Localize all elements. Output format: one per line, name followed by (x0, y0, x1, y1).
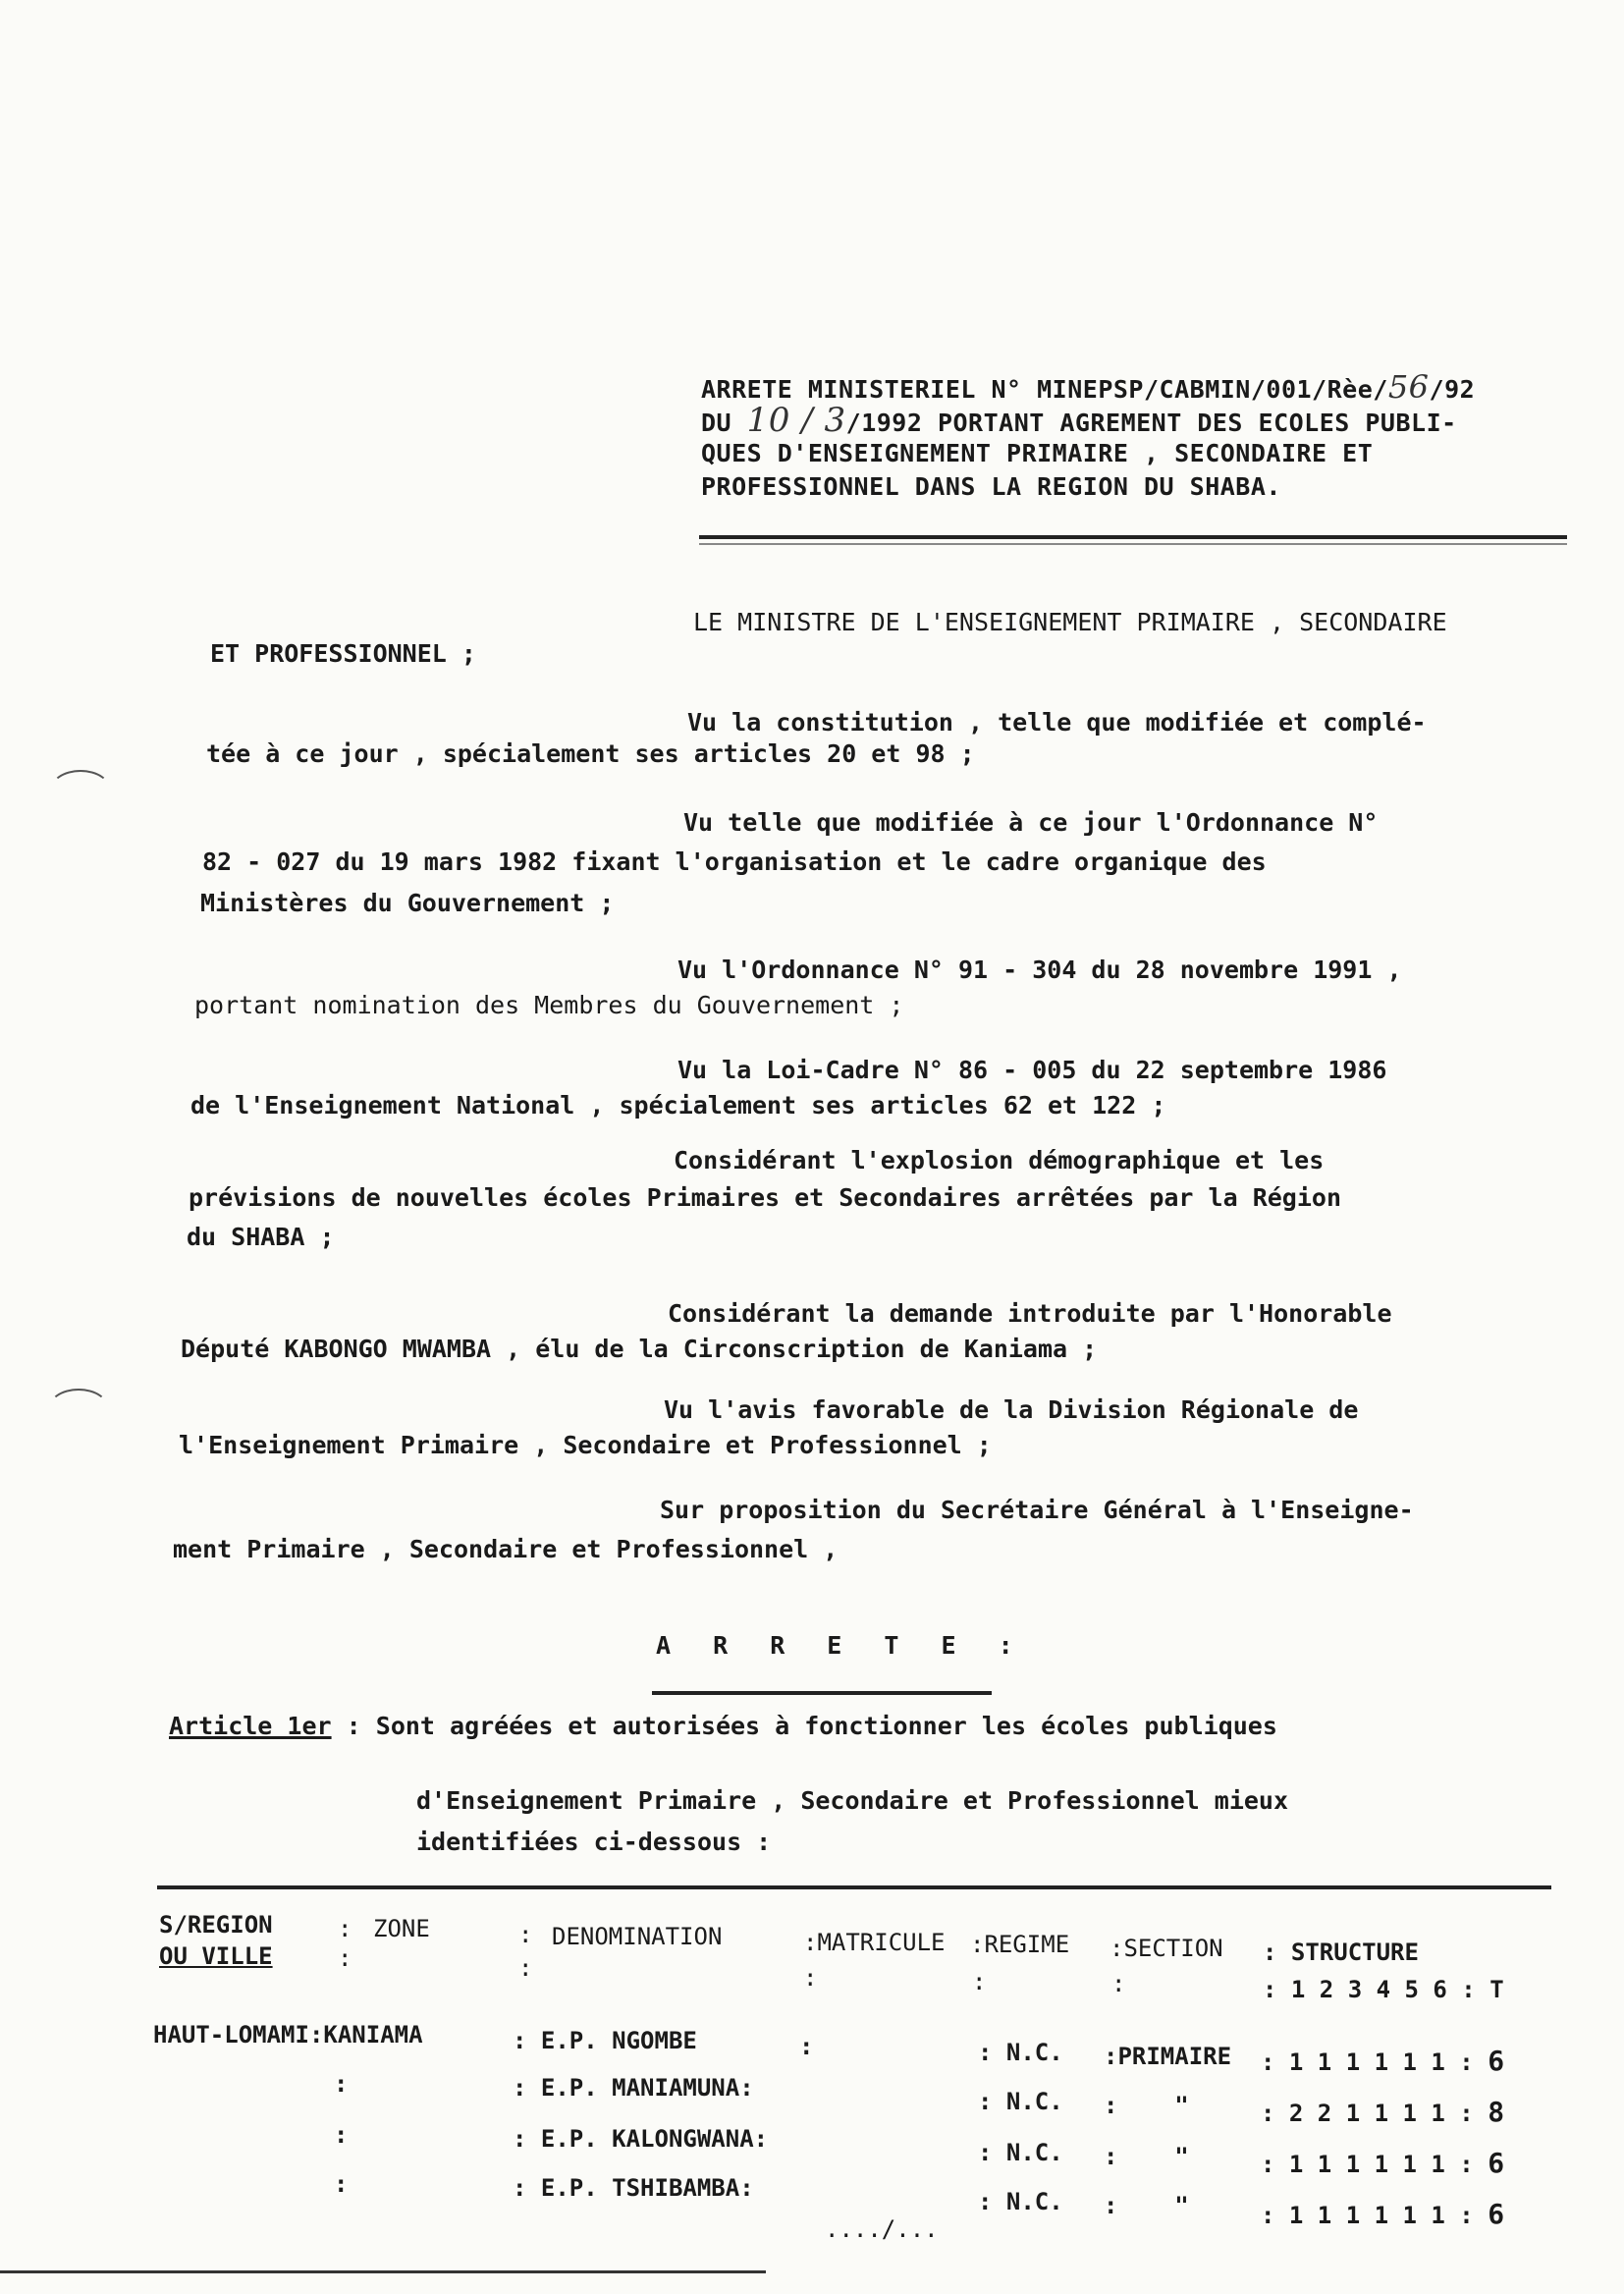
col-header-structure: : STRUCTURE (1263, 1939, 1419, 1966)
body-text: de l'Enseignement National , spécialement ses articles 62 et 122 ; (190, 1091, 1166, 1120)
continued-marker: ..../... (825, 2215, 939, 2243)
arrete-underline (652, 1691, 992, 1695)
col-sep: : (334, 2070, 349, 2098)
cell-section: : " (1104, 2192, 1189, 2219)
col-header-zone: ZONE (373, 1915, 430, 1942)
table-top-rule (157, 1885, 1551, 1889)
header-line-4: PROFESSIONNEL DANS LA REGION DU SHABA. (701, 472, 1281, 501)
body-text: 82 - 027 du 19 mars 1982 fixant l'organisation et le cadre organique des (202, 847, 1267, 876)
col-sep: : (334, 2121, 349, 2149)
body-text: Député KABONGO MWAMBA , élu de la Circonscription de Kaniama ; (181, 1335, 1098, 1363)
body-text: Sur proposition du Secrétaire Général à l'Enseigne- (660, 1496, 1414, 1524)
minister-line: LE MINISTRE DE L'ENSEIGNEMENT PRIMAIRE , SECONDAIRE (693, 608, 1447, 636)
cell-regime: : N.C. (978, 2139, 1063, 2166)
col-header-denomination: DENOMINATION (552, 1923, 723, 1950)
handwritten-number: 56 (1387, 368, 1430, 406)
cell-regime: : N.C. (978, 2188, 1063, 2215)
arrete-heading: A R R E T E : (656, 1631, 1027, 1660)
col-header-structure-digits: : 1 2 3 4 5 6 : T (1263, 1976, 1504, 2003)
cell-denomination: : E.P. TSHIBAMBA: (513, 2174, 754, 2202)
header-line-2: DU 10 / 3/1992 PORTANT AGREMENT DES ECOLES PUBLI- (701, 401, 1457, 440)
scan-mark (49, 770, 112, 813)
col-sep: : (338, 1915, 352, 1942)
col-sep: : (334, 2170, 349, 2198)
cell-structure: : 2 2 1 1 1 1 : 8 (1261, 2096, 1505, 2128)
scan-edge-line (0, 2270, 766, 2273)
header-line-1: ARRETE MINISTERIEL N° MINEPSP/CABMIN/001/Rèe/56/92 (701, 368, 1476, 406)
article-line-3: identifiées ci-dessous : (416, 1828, 772, 1856)
cell-structure: : 1 1 1 1 1 1 : 6 (1261, 2198, 1505, 2230)
cell-regime: : N.C. (978, 2088, 1063, 2115)
body-text: Ministères du Gouvernement ; (200, 889, 615, 917)
body-text: Considérant la demande introduite par l'Honorable (668, 1299, 1392, 1328)
scan-mark (47, 1389, 110, 1432)
col-sep: : (518, 1954, 533, 1982)
cell-section: : " (1104, 2143, 1189, 2170)
col-sep: : (518, 1921, 533, 1948)
cell-sregion: HAUT-LOMAMI:KANIAMA (153, 2021, 423, 2048)
cell-denomination: : E.P. NGOMBE (513, 2027, 697, 2054)
body-text: Vu la constitution , telle que modifiée et complé- (687, 708, 1427, 737)
col-header-sregion: S/REGION (159, 1911, 273, 1939)
article-line-1: Article 1er : Sont agréées et autorisées à fonctionner les écoles publiques (169, 1712, 1277, 1740)
body-text: Vu l'avis favorable de la Division Régionale de (664, 1395, 1359, 1424)
col-sep: : (338, 1944, 352, 1972)
body-text: ment Primaire , Secondaire et Professionnel , (173, 1535, 839, 1563)
handwritten-date: 10 / 3 (746, 401, 846, 440)
body-text: tée à ce jour , spécialement ses articles 20 et 98 ; (206, 739, 975, 768)
header-line-3: QUES D'ENSEIGNEMENT PRIMAIRE , SECONDAIRE ET (701, 439, 1374, 467)
col-sep: : (803, 1964, 818, 1992)
body-text: Considérant l'explosion démographique et les (674, 1146, 1325, 1174)
cell-section: : " (1104, 2092, 1189, 2119)
body-text: Vu la Loi-Cadre N° 86 - 005 du 22 septembre 1986 (677, 1056, 1387, 1084)
body-text: du SHABA ; (187, 1223, 335, 1251)
cell-section: :PRIMAIRE (1104, 2043, 1232, 2070)
body-text: prévisions de nouvelles écoles Primaires et Secondaires arrêtées par la Région (189, 1183, 1341, 1212)
col-header-regime: :REGIME (970, 1931, 1070, 1958)
cell-denomination: : E.P. MANIAMUNA: (513, 2074, 754, 2102)
header-rule (699, 535, 1567, 539)
body-text: Vu telle que modifiée à ce jour l'Ordonnance N° (683, 808, 1379, 837)
col-sep: : (972, 1968, 987, 1995)
col-header-matricule: :MATRICULE (803, 1929, 946, 1956)
cell-structure: : 1 1 1 1 1 1 : 6 (1261, 2147, 1505, 2179)
article-line-2: d'Enseignement Primaire , Secondaire et Professionnel mieux (416, 1786, 1289, 1815)
body-text: Vu l'Ordonnance N° 91 - 304 du 28 novembre 1991 , (677, 956, 1402, 984)
cell-structure: : 1 1 1 1 1 1 : 6 (1261, 2045, 1505, 2077)
body-text: portant nomination des Membres du Gouvernement ; (194, 991, 904, 1019)
cell-regime: : N.C. (978, 2039, 1063, 2066)
col-header-sregion-2: OU VILLE (159, 1942, 273, 1970)
col-sep: : (1111, 1970, 1126, 1997)
col-header-section: :SECTION (1110, 1935, 1223, 1962)
col-sep: : (799, 2033, 814, 2060)
article-label: Article 1er (169, 1712, 332, 1740)
body-text: ET PROFESSIONNEL ; (210, 639, 476, 668)
cell-denomination: : E.P. KALONGWANA: (513, 2125, 769, 2153)
body-text: l'Enseignement Primaire , Secondaire et Professionnel ; (179, 1431, 992, 1459)
header-rule-faint (699, 543, 1567, 545)
